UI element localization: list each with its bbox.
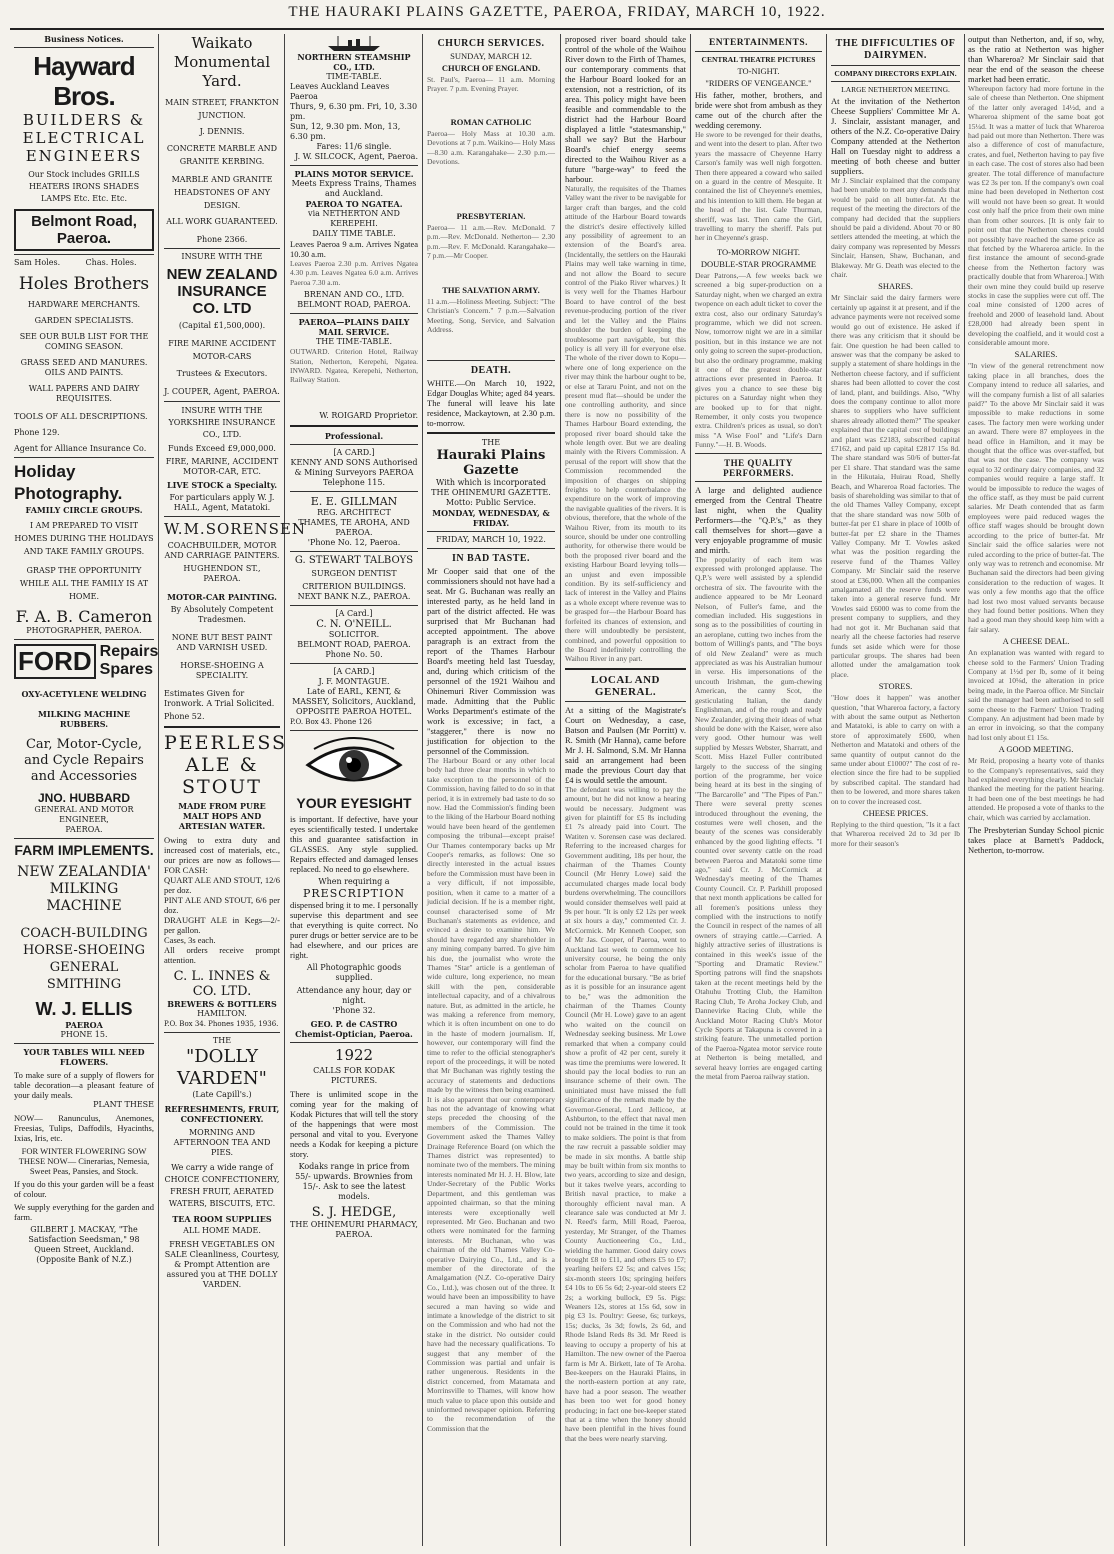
holes-phone: Phone 129. [14,428,60,437]
nz-ins-line: Trustees & Executors. [176,369,268,378]
ford-line: Car, Motor-Cycle, and Cycle Repairs and Accessories [24,737,144,784]
peerless-line: All orders receive prompt attention. [164,945,280,965]
gazette-line: MONDAY, WEDNESDAY, & FRIDAY. [432,508,550,528]
holes-agent: Agent for Alliance Insurance Co. [14,444,147,453]
dairymen-shares: SHARES. [878,281,913,292]
montague-line: [A CARD.] [333,667,375,677]
good-meeting-text: Mr Reid, proposing a hearty vote of thanks to the Company's representatives, said they had explained everything clearly. Mr Sinclair thanked the meeting for the patient hearing. It had been one of the best meetings he had attended. He proposed a vote of thanks to the chair, which was carried by acclamation. [968,756,1104,822]
entertainments-head: ENTERTAINMENTS. [708,38,809,48]
local-general-text: At a sitting of the Magistrate's Court on Wednesday, a case, Batson and Paulsen (Mr Porritt) v. R. Smith (Mr Hanna), came before Mr J. H. Salmond, S.M. Mr Hanna said an arrangement had been made the previous Court day that £4 is would settle the amount. [565,704,686,785]
photo-line: I AM PREPARED TO VISIT HOMES DURING THE HOLIDAYS AND TAKE FAMILY GROUPS. [14,521,154,556]
york-line: For particulars apply W. J. HALL, Agent, Matatoki. [169,493,275,512]
york-line: LIVE STOCK a Specialty. [166,480,278,490]
nz-ins-line: FIRE MARINE ACCIDENT MOTOR-CARS [168,339,276,361]
mail-line: THE TIME-TABLE. [315,337,393,347]
entertainments-double: DOUBLE-STAR PROGRAMME [700,258,817,269]
hayward-sub3: ENGINEERS [25,147,143,165]
dairymen-sub2: LARGE NETHERTON MEETING. [841,85,950,94]
holes-line: TOOLS OF ALL DESCRIPTIONS. [14,412,148,421]
mackay-text: PLANT THESE [93,1100,154,1109]
hayward-address: Belmont Road, Paeroa. [14,209,154,251]
photo-title: Holiday Photography. [14,462,123,503]
eyesight-prescription: PRESCRIPTION [302,887,406,901]
masthead-rule [10,28,1104,30]
mackay-text: We supply everything for the garden and farm. [14,1202,154,1222]
peerless-line: Owing to extra duty and increased cost of materials, etc., our prices are now as follows—FOR CASH: [164,835,280,875]
local-general-head: LOCAL AND GENERAL. [591,673,660,698]
column-4 [427,34,555,1546]
ship-line: Fares: 11/6 single. [316,142,392,151]
farm-title: FARM IMPLEMENTS. [14,842,154,858]
closing-notice: The Presbyterian Sunday School picnic takes place at Barnett's Paddock, Netherton, to-morrow. [968,825,1104,856]
holes-line: SEE OUR BULB LIST FOR THE COMING SEASON. [19,332,149,351]
dolly-line: TEA ROOM SUPPLIES [172,1214,272,1224]
sorensen-line: HUGHENDON ST., PAEROA. [183,564,261,583]
nz-ins-line: J. COUPER, Agent, PAEROA. [164,387,280,396]
holes-line: GARDEN SPECIALISTS. [34,316,134,325]
column-rule [158,34,159,1546]
gillman-line: THAMES, TE AROHA, AND PAEROA. [298,518,410,538]
church-presbyterian: PRESBYTERIAN. [456,211,526,221]
ford-logo: FORD [14,644,96,679]
gillman-line: REG. ARCHITECT [317,508,391,518]
gazette-title: Hauraki Plains Gazette [436,448,546,478]
cheese-continued-more: Whereupon factory had more fortune in the sale of cheese than Netherton. One shipment of the latter only averaged 14½d, and a Whareroa shipment of the same boat got 15¼d. It was a matter of luck that Whareroa had paid out more than Netherton. There was also a difference of cost of manufacture, crates, and fuel, Netherton having to pay five in each case. The cost of stores also had been greater. The total difference of manufacture was £2 3s per ton. If the company's own coal mine had been developed in Netherton cost will would not have been so great. It would cost only half the price from their own mine than from other sources. [It is only fair to point out that the Netherton cheeses could not possibly have reached the same price as that fetched by the Whareroa article. In the first instance the amount of second-grade cheese from the Netherton factory was practically double that from Whareroa.] With their own mine they could build up reserve stocks in case the supplies were cut off. The coal mine consisted of 1200 acres of freehold and 2000 of leasehold land. About £28,000 had already been spent in developing the coalfield, and it would cost a considerable amount more. [968,84,1104,347]
kenny-line: [A CARD.] [333,448,375,458]
quality-more: The popularity of each item was expressed with prolonged applause. The Q.P.'s were well assisted by a splendid orchestra of six. The favourite with the audience appeared to be Mr Leonard Nelson, of Fuller's fame, and the comedian included. His suggestions in song as to the possibilities of courting in an aeroplane, cutting two inches from the bottom of Willing's pants, and "The boys of old New Zealand" were as much appreciated as was his Australian humour in verse. His impersonations of the uncouth Irishman, the gum-chewing American, the canny Scot, the gesticulating Italian, the dandy Englishman, and of the rough and ready New Zealander, giving their ideas of what should be done with the Kaiser, were also very good. Other humour was well supplied by Messrs Webster, Sharratt, and Scott. Miss Hazel Fuller contributed largely to the success of the singing portion of the programme, her voice being heard at its best in the singing of "The Barcarolle" and "The Pipes of Pan." There were several pretty scenes introduced throughout the evening, the costumes were well chosen, and the beauty of the scenes was considerably enhanced by the good lighting effects. "I counted over seventy cattle on the road between Paeroa and Matatoki some time ago," said Cr. J. McCormick at Wednesday's meeting of the Thames County Council. Cr. P. Parkhill proposed that next month applications be called for all foremen's positions unless they complied with the instructions to notify the Council in respect of the names of all owners of straying cattle.—Carried. A highly attractive series of illustrations is contained in this week's issue of the "Sporting and Dramatic Review." Sporting patrons will find the snapshots taken at the recent meetings held by the Otahuhu Trotting Club, the Hamilton Racing Club, Te Aroha Jockey Club, and Dannevirke Racing Club, while the Auckland Motor Racing Club's Motor Cycle Sports at Takapuna is covered in a striking feature. The unmetalled portion of the Paeroa-Ngatea motor service route at Netherton is being metalled, and several heavy lorries are engaged carting the metal from Paeroa railway station. [695,554,822,1081]
innes-line: BREWERS & BOTTLERS [167,999,277,1009]
holes-names: Sam Holes. Chas. Holes. [14,258,137,267]
sorensen-line: HORSE-SHOEING A SPECIALITY. [180,661,264,680]
gillman-name: E. E. GILLMAN [310,495,398,509]
dairymen-sub: COMPANY DIRECTORS EXPLAIN. [834,69,957,78]
mail-head: PAEROA—PLAINS DAILY MAIL SERVICE. [298,317,410,338]
kenny-line: KENNY AND SONS Authorised & Mining Surveyors PAEROA [290,458,418,478]
oneill-name: C. N. O'NEILL. [316,619,392,631]
eyesight-text: All Photographic goods supplied. [306,963,402,983]
holes-line: HARDWARE MERCHANTS. [27,300,141,309]
kodak-line: CALLS FOR KODAK PICTURES. [313,1066,395,1086]
ellis-line: PAEROA [65,1020,103,1030]
dolly-title: "DOLLY VARDEN" [177,1046,267,1089]
oneill-line: BELMONT ROAD, PAEROA. [297,640,411,650]
cheese-deal-text: An explanation was wanted with regard to cheese sold to the Farmers' Union Trading Company at 1½d per lb, some of it being invoiced at 10⅛d, the alteration in price being made, in the Paeroa office. Mr Sinclair said the manager had been authorised to sell some cheese to the Farmers' Union Trading Company. An adjustment had been made by an error in invoicing, so that the company had lost only about £1 15s. [968,648,1104,742]
dairymen-more: Mr J. Sinclair explained that the company had been unable to meet any demands that would be paid on all butter-fat. At the request of the meeting the directors of the company had decided that the suppliers should be paid a dividend. About 70 or 80 settlers attended the meeting, at which the dairy company was represented by Messrs Sinclair, Hansen, Shaw, Buchanan, and Blakeway. Mr G. Death was elected to the chair. [831,176,960,280]
holes-line: GRASS SEED AND MANURES. OILS AND PAINTS. [20,358,148,377]
sorensen-phone: Phone 52. [164,712,205,721]
peerless-title: PEERLESS ALE & STOUT [164,732,288,798]
eye-illustration-icon [304,735,404,791]
mackay-text: If you do this your garden will be a feast of colour. [14,1179,154,1199]
entertainments-double-text: Dear Patrons,—A few weeks back we screened a big super-production on a Saturday night, when we charged an extra twopence on each adult ticket to cover the extra cost, also our ordinary Saturday's programme, which we did not screen. Now, tomorrow night we are in a similar position, but in this instance we are not only going to screen the super-production, but also the ordinary programme, making it one of the greatest double-star attractions ever presented in Paeroa. It gives you a chance to see these big pictures on a Saturday night when they are booked up to for that night. Remember, it only costs you twopence extra. Children's prices as usual, so don't miss "A Wise Fool" and "Life's Darn Funny."—H. B. Woods. [695,270,822,450]
church-england: CHURCH OF ENGLAND. [441,63,541,73]
talboys-line: SURGEON DENTIST [311,569,397,579]
hubbard-line: PAEROA. [65,825,103,834]
nz-ins-cap: (Capital £1,500,000). [178,321,266,330]
steamship-icon [324,34,384,52]
ship-head: NORTHERN STEAMSHIP CO., LTD. [297,52,411,72]
photo-name: F. A. B. Cameron [15,607,153,626]
peerless-line: QUART ALE AND STOUT, 12/6 per doz. [164,875,280,895]
dairymen-cheese: CHEESE PRICES. [862,808,929,818]
entertainments-tomorrow: TO-MORROW NIGHT. [716,246,801,257]
montague-line: P.O. Box 43. Phone 126 [290,718,372,727]
eyesight-text: is important. If defective, have your eyes scientifically tested. I undertake this and guarantee satisfaction in GLASSES. Any style supplied. Repairs effected and damaged lenses replaced. No need to go elsewhere. [290,814,418,875]
ford-line: MILKING MACHINE RUBBERS. [38,709,130,729]
motor-line: PAEROA TO NGATEA. [305,199,403,209]
peerless-line: DRAUGHT ALE in Kegs—2/- per gallon. [164,915,280,935]
hayward-stock: Our Stock includes GRILLS HEATERS IRONS SHADES LAMPS Etc. Etc. Etc. [28,170,140,203]
eyesight-title: YOUR EYESIGHT [296,795,412,812]
waikato-phone: Phone 2366. [196,235,248,244]
york-line: FIRE, MARINE, ACCIDENT MOTOR-CAR, ETC. [165,457,279,476]
church-salvation: THE SALVATION ARMY. [442,285,540,295]
sorensen-title: W.M.SORENSEN [164,520,306,538]
entertainments-tonight: TO-NIGHT. [737,66,780,76]
dolly-line: FRESH VEGETABLES ON SALE Cleanliness, Courtesy, & Prompt Attention are assured you at THE DOLLY VARDEN. [164,1240,280,1289]
gazette-date: FRIDAY, MARCH 10, 1922. [436,535,546,544]
church-head: CHURCH SERVICES. [437,38,545,49]
decastro-name: GEO. P. de CASTRO Chemist-Optician, Paeroa. [295,1019,413,1040]
column-rule [690,34,691,1546]
death-head: DEATH. [470,365,512,376]
church-sa-services: 11 a.m.—Holiness Meeting. Subject: "The Christian's Concern." 7 p.m.—Salvation Meeting, Song, Service, and Salvation Address. [427,297,555,335]
eyesight-text: Attendance any hour, day or night. [296,986,412,1006]
holes-line: WALL PAPERS AND DAIRY REQUISITES. [28,384,140,403]
motor-line: Leaves Paeroa 9 a.m. Arrives Ngatea 10.30 a.m. [290,239,418,259]
dolly-line: REFRESHMENTS, FRUIT, CONFECTIONERY. [164,1104,280,1124]
kodak-text: There is unlimited scope in the coming year for the making of Kodak Pictures that will tell the story of the happenings that were most personal and vital to you. Everyone needs a Kodak for keeping a picture story. [290,1089,418,1160]
column-5 [565,34,686,1546]
column-rule [560,34,561,1546]
dairymen-stores-text: "How does it happen" was another question, "that Whareroa factory, a factory with about the same output as Netherton and Matatoki, is able to carry on with a store of approximately £600, when Netherton and Matatoki and others of the same quantity of output cannot do the same under about £1000?" The cost of re-election since the fire had to be supplied by subscribed capital. The standard had then to be lowered, and more shares taken on to cover the increased cost. [831,693,960,806]
photo-line: FAMILY CIRCLE GROUPS. [25,505,143,515]
quality-head: THE QUALITY PERFORMERS. [723,457,794,478]
photo-sub: PHOTOGRAPHER, PAEROA. [26,626,142,635]
sorensen-line: Estimates Given for Ironwork. A Trial Solicited. [164,689,275,708]
column-rule [964,34,965,1546]
church-date: SUNDAY, MARCH 12. [450,51,532,61]
motor-line: Meets Express Trains, Thames and Auckland. [291,179,417,198]
oneill-phone: Phone No. 50. [325,650,383,660]
ellis-line: PHONE 15. [60,1030,108,1039]
peerless-line: PINT ALE AND STOUT, 6/6 per doz. [164,895,280,915]
mackay-text: NOW— Ranunculus, Anemones, Freesias, Tulips, Daffodils, Hyacinths, Ixias, Iris, etc. [14,1113,154,1143]
waikato-line: ALL WORK GUARANTEED. [166,217,278,226]
montague-line: Late of EARL, KENT, & MASSEY, Solicitors, Auckland, [292,687,416,707]
motor-line: BRENAN AND CO., LTD. BELMONT ROAD, PAEROA. [297,290,411,310]
gillman-phone: 'Phone No. 12, Paeroa. [307,538,401,548]
column-1 [14,34,159,1546]
cheese-deal-head: A CHEESE DEAL. [1002,636,1070,647]
peerless-line: MADE FROM PURE MALT HOPS AND ARTESIAN WATER. [178,801,266,831]
editorial-continued-more: Naturally, the requisites of the Thames Valley want the river to be navigable for larger craft than barges, and the cold attitude of the Harbour Board towards the district's desire effectively killed any possibility of agreement to an extension of the Board's area. (Incidentally, the settlers on the Hauraki Plains may well take warning in time, and not allow the Board to secure control of the Piako River wharves.) It is very well for the Thames Harbour Board to have control of the best revenue-producing portion of the river and let the Valley and the Plains shoulder the burden of keeping the troublesome part navigable, but this policy is all very ill for everyone else. The whole of the river down to Kopu—where one of long experience on the river may think the harbour ought to be, or else at Tararu Point, and not on the present mud flat—should be under the one controlling authority, and since there is now no possibility of the Thames Harbour Board extending, the proposed river board should take the whole length over. But we are dealing mainly with the Rivers Commission. A perusal of the report will show that the Commission recommended the imposition of charges on shipping freights to help counterbalance the expenditure on the work of improving the navigable qualities of the rivers. It is obvious, therefore, that the whole of the Waihou River, from its mouth to its source, should be under one controlling authority, for otherwise there would be both the proposed river board and the existing Harbour Board levying tolls—an unjust and even impossible condition. By its self-sufficiency and lack of interest in the Valley and Plains as a whole except where revenue was to be grasped for—the Harbour Board has forfeited its chances of extension, and there will undoubtedly be persistent, combined, and powerful opposition to the Board indefinitely controlling the Waihou River in any part. [565,184,686,664]
hedge-line: THE OHINEMURI PHARMACY, PAEROA. [290,1220,418,1240]
gazette-the: THE [481,438,501,447]
motor-line: DAILY TIME TABLE. [312,229,396,238]
motor-timetable-text: Leaves Paeroa 2.30 p.m. Arrives Ngatea 4.30 p.m. Leaves Ngatea 6.0 a.m. Arrives Paeroa 7.30 a.m. [290,259,418,287]
hayward-title: Hayward Bros. [33,51,135,111]
oneill-line: [A Card.] [335,609,373,619]
waikato-line: CONCRETE MARBLE AND GRANITE KERBING. [166,144,278,166]
holes-title: Holes Brothers [18,274,150,294]
ford-line: OXY-ACETYLENE WELDING [21,689,147,699]
kenny-line: Telephone 115. [322,478,386,488]
photo-line: GRASP THE OPPORTUNITY WHILE ALL THE FAMILY IS AT HOME. [19,566,149,601]
mackay-signature: GILBERT J. MACKAY, "The Satisfaction Seedsman," 98 Queen Street, Auckland. (Opposite Bank of N.Z.) [28,1225,140,1264]
waikato-line: J. DENNIS. [199,127,245,136]
talboys-line: CRITERION BUILDINGS. NEXT BANK N.Z., PAEROA. [297,582,411,602]
column-rule [284,34,285,1546]
mackay-text: To make sure of a supply of flowers for table decoration—a pleasant feature of your daily meals. [14,1070,154,1100]
dairymen-text: At the invitation of the Netherton Cheese Suppliers' Committee Mr A. J. Sinclair, assistant manager, and others of the N.Z. Co-operative Dairy Company attended at the Netherton Hall on Tuesday night to address a meeting of both cheese and butter suppliers. [831,96,960,176]
mackay-text: FOR WINTER FLOWERING SOW THESE NOW— Cinerarias, Nemesia, Sweet Peas, Pansies, and Stock. [18,1146,150,1176]
church-pres-services: Paeroa— 11 a.m.—Rev. McDonald. 7 p.m.—Rev. McDonald. Netherton— 2.30 p.m.—Rev. F. McDonald. Karangahake— 7 p.m.—Mr Cooper. [427,223,555,261]
ship-line: Sun, 12, 9.30 pm. Mon, 13, 6.30 pm. [290,122,401,141]
bad-taste-head: IN BAD TASTE. [451,553,531,564]
church-england-services: St. Paul's, Paeroa— 11 a.m. Morning Prayer. 7 p.m. Evening Prayer. [427,75,555,94]
entertainments-film: "RIDERS OF VENGEANCE." [705,78,812,88]
hayward-sub2: ELECTRICAL [22,129,146,147]
farm-line: NEW ZEALANDIA' MILKING MACHINE [17,864,151,914]
dolly-line: MORNING AND AFTERNOON TEA AND PIES. [173,1128,271,1157]
kodak-year: 1922 [334,1046,374,1065]
column-8 [968,34,1104,1546]
gazette-line: Motto: Public Service. [445,498,537,507]
column-6 [695,34,822,1546]
hedge-name: S. J. HEDGE, [311,1205,397,1221]
oneill-line: SOLICITOR. [328,630,380,640]
masthead: THE HAURAKI PLAINS GAZETTE, PAEROA, FRIDAY, MARCH 10, 1922. [288,4,826,20]
ellis-name: W. J. ELLIS [35,999,133,1019]
hubbard-line: GENERAL AND MOTOR ENGINEER, [34,805,134,824]
waikato-line: MAIN STREET, FRANKTON JUNCTION. [165,98,279,120]
local-general-more: The defendant was willing to pay the amount, but he did not know a hearing would be necessary. Judgment was given for plaintiff for £5 8s including £1 7s already paid into Court. The Watiten v. Sorensen case was declared. Referring to the increased charges for Government auditing, 18s per hour, the chairman of the Thames County Council (Mr Henry Lowe) said the accumulated charges made local body burdens overwhelming. The councillors would consider themselves well paid at 9s per hour. "It is only £2 12s per week at six hours a day," commented Cr. J. McCormick. Mr Kenneth Cooper, son of Mr Jas. Cooper, of Paeroa, went to Auckland last week to commence his university course, he being the only scholar from Paeroa to have qualified for the educational bursary. "Be as brief as it is possible for an insurance agent to be," was the admonition the chairman of the Thames County Council (Mr H. Lowe) gave to an agent who waited on the council on Wednesday seeking business. Mr Lowe remarked that when a company could show a profit of 42 per cent, surely it was time the premiums were lowered. It should pay the local bodies to run an insurance scheme of their own. The uninitiated must have missed the full significance of the remark made by the Governor-General, Lord Jellicoe, at Ashburton, to the effect that naval men could not be trained in the time it took to make soldiers. The point is that from the raw recruit a passable soldier may be made in six months. A battle ship may be built within from six months to two years, according to size and design, but it takes twelve years, according to British naval practice, to make a thoroughly efficient naval man. A clearance sale was conducted at Mr J. N. Reed's farm, Mill Road, Paeroa, yesterday, Mr Stranger, of the Thames County Auctioneering Co., Ltd., wielding the hammer. Good dairy cows brought £8 to £11, and others £5 to £7; yearling heifers £2 5s; and calves 15s; six-month steers 10s; springing heifers £4 10s to £6 5s 6d; 2-year-old steers £2 2s; a working bullock, £9 5s. Pigs: Weaners 12s, stores at 15s 6d, sow in pig £3 1s. Poultry: Geese, 6s; turkeys, 15s; ducks, 3s 3d; fowls, 2s 6d, and Rhode Island Reds 8s 3d. Mr Reed is leaving to occupy a property of his at Hamilton. The new owner of the Paeroa farm is Mr A. Birkett, late of Te Aroha. Bee-keepers on the Hauraki Plains, in the north-eastern portion at any rate, have had a poor season. The weather has been too wet for good honey producing; in fact one bee-keeper stated that at a time when the honey should have been plentiful in the hives found that the bees were nearly starving. [565,784,686,1443]
york-line: INSURE WITH THE YORKSHIRE INSURANCE CO., LTD. [168,406,276,439]
ship-timetable: TIME-TABLE. [326,72,382,81]
gazette-line: With which is incorporated THE OHINEMURI GAZETTE. [431,478,551,497]
column-2 [164,34,306,1546]
eyesight-text: When requiring a [318,877,390,887]
entertainments-text: His father, mother, brothers, and bride were shot from ambush as they came out of the church after the wedding ceremony. [695,90,822,130]
ford-spares: Spares [99,661,154,678]
mail-timetable: OUTWARD. Criterion Hotel, Railway Station, Netherton, Kerepehi, Ngatea. INWARD. Ngatea, Kerepehi, Netherton, Railway Station. [290,347,418,385]
dolly-the: THE [212,1036,232,1045]
column-3 [290,34,418,1546]
cheese-continued: output than Netherton, and, if so, why, as the ratio at Netherton was higher than Whareroa? Mr Sinclair said that near the end of the season the cheese market had been erratic. [968,34,1104,84]
column-rule [422,34,423,1546]
death-text: WHITE.—On March 10, 1922, Edgar Douglas White; aged 84 years. The funeral will leave his late residence, Mackaytown, at 2.30 p.m. to-morrow. [427,378,555,428]
eyesight-phone: 'Phone 32. [332,1006,376,1016]
sorensen-line: By Absolutely Competent Tradesmen. [170,605,274,624]
montague-name: J. F. MONTAGUE. [318,677,390,687]
ship-line: Leaves Auckland Leaves Paeroa [290,82,390,101]
column-7 [831,34,960,1546]
ship-line: J. W. SILCOCK, Agent, Paeroa. [295,152,418,161]
innes-line: HAMILTON. [197,1009,247,1018]
motor-line: via NETHERTON AND KEREPEHI. [308,209,400,228]
waikato-line: MARBLE AND GRANITE HEADSTONES OF ANY DESIGN. [171,175,273,210]
nz-ins-line: INSURE WITH THE [181,252,263,261]
sorensen-line: MOTOR-CAR PAINTING. [167,592,277,602]
bad-taste-text: Mr Cooper said that one of the commissioners should not have had a seat. Mr G. Buchanan was really an interested party, as he held land in part of the district affected. He was surprised that Mr Buchanan had accepted appointment. The above paragraph is an extract from the report of the Thames Harbour Board's meeting held last Tuesday, and, during which criticism of the personnel of the 1921 Waihou and Ohinemuri River Commission was made. Admitting that the Public Works Department's estimate of the work is excessive; in fact, a "staggerer," there is now no justification for objection to the personnel of the Commission. [427,566,555,756]
church-rc-services: Paeroa— Holy Mass at 10.30 a.m. Devotions at 7 p.m. Waikino— Holy Mass—8.30 a.m. Karangahake— 2.30 p.m.—Devotions. [427,129,556,167]
eyesight-text: dispensed bring it to me. I personally supervise this department and see that everything is quite correct. No purer drugs or better service are to be had elsewhere, and our prices are right. [290,900,418,961]
dolly-line: (Late Capill's.) [192,1090,252,1099]
peerless-line: Cases, 3s each. [164,935,216,945]
ford-repairs: Repairs [99,643,159,660]
salaries-text: "In view of the general retrenchment now taking place in all branches, does the Company intend to reduce all salaries, and will the company furnish a list of all salaries paid?" To the above Mr Sinclair said it was impossible to make reductions in some cases. The factory men were working under an award. There were 87 employees in the head office in Hamilton, and it may be thought that the office was over-staffed, but that was not the case. The company was equal to 32 ordinary dairy companies, and 32 companies would require a large staff. It would be impossible to reduce the wages of the office staff, as they must be paid current salaries. Mr Death contended that as farm employees were paid reduced wages the office staff wages should be brought down according to the price of butter-fat. Mr Sinclair said the office salaries were not ruled according to the price of butter-fat. The only way was to retrench and economise. Mr Buchanan said the directors had been giving consideration to the reduction of wages. It was only a few months ago that the office had lost two most valued servants because they had found better positions. When they had a good man they should keep him with a fair salary. [968,361,1104,634]
mackay-head: YOUR TABLES WILL NEED FLOWERS. [23,1047,145,1067]
ship-line: Thurs, 9, 6.30 pm. Fri, 10, 3.30 pm. [290,102,418,121]
hubbard-name: JNO. HUBBARD [37,791,130,805]
innes-line: P.O. Box 34. Phones 1935, 1936. [164,1020,279,1028]
entertainments-more: He swore to be revenged for their deaths, and went into the desert to plan. After two years the massacre of Cheyenne Harry Carson's family was well nigh forgotten. Then there appeared a coward who sailed on a guard in the centre of Mesquite. It contained the list of Cheyenne's enemies, and his intention to kill them. He began at the head of the list. Gale Thurman, sheriff, was last. Then came the Girl, travelling to marry the sheriff. Pals put her in Cheyenne's grasp. [695,130,822,243]
motor-head: PLAINS MOTOR SERVICE. [294,169,414,179]
mail-line: W. ROIGARD Proprietor. [319,411,418,421]
york-line: Funds Exceed £9,000,000. [168,444,276,453]
dairymen-cheese-text: Replying to the third question, "Is it a fact that Whareroa received 2d to 3d per lb more for their season's [831,820,960,848]
editorial-continued: proposed river board should take control of the whole of the Waihou River down to the Firth of Thames, our contemporary comments that the Harbour Board looked for an extension, not a restriction, of its area. This policy might have been feasible and commendable to the district had the Harbour Board displayed a little "statesmanship," shall we say? But the Harbour Board's chief energy seems directed to the Waihou River as a future "barge-way" to feed the harbour. [565,34,686,184]
nz-ins-title: NEW ZEALAND INSURANCE CO. LTD [166,266,278,317]
farm-line: COACH-BUILDING HORSE-SHOEING GENERAL SMITHING [20,926,148,992]
good-meeting-head: A GOOD MEETING. [998,744,1074,755]
dolly-line: We carry a wide range of CHOICE CONFECTIONERY, FRESH FRUIT, AERATED WATERS, BISCUITS, ETC. [164,1163,280,1208]
dairymen-shares-text: Mr Sinclair said the dairy farmers were certainly up against it at present, and if the advance payments were not received some would go out of existence. He asked if there was any criticism that it should be fair. One question he had been called to answer was that the company be asked to supply a statement of share holdings in the Netherton cheese factory, and if sufficient shares had been allotted to cover the cost of land, plant, and buildings. Also, "Why does the company continue to allot more shares to suppliers who have sufficient shares already allotted them?" The speaker explained that the capital cost of buildings and plant was £2183, subscribed capital £7162, and paid up capital £2817 15s 8d. The share standard was 50/6 of butter-fat per £1 share. That standard was the same in the Hikutaia, Huirau Road, Shelly Beach, and Whareroa Road factories. The basis of shareholding was similar to that of the old Thames Valley Company, except that the share standard was now 50lb of butter-fat per £1 share in place of 100lb of butter-fat per £2 share in the Thames Valley Company. Mr T. Vowles asked what was the position regarding the reserve fund of the Thames Valley Company. Mr Sinclair said the reserve stood at £36,000. When all the companies amalgamated all the reserve funds were taken into a general reserve fund. Mr Vowles said £6000 was to come from the present company to suppliers, and they had not got it. Mr Buchanan said that nearly all the cheese factories had reserve funds set aside which were for those particular groups. The shares had been allotted under the amalgamation took place. [831,293,960,679]
hayward-sub1: BUILDERS & [22,111,146,129]
bad-taste-continued: The Harbour Board or any other local body had three clear months in which to take exception to the personnel of the Commission, having failed to do so in that period, it is in extremely bad taste to do so now. Had the Commission's finding been to the liking of the Harbour Board nothing would have been heard of the gentlemen composing the tribunal—except praise! Our Thames contemporary backs up Mr Cooper's remarks, as follows: One so directly interested in the actual issues before the Commission must have been in a very difficult, if not impossible, position, when it came to a matter of a judicial decision. If he is a member right, counsel characterised some of Mr Buchanan's statements as evidence, and evinced a desire to examine him. We should have regarded any shareholder in any mining company barred. To give him his due, the journalist who wrote the Thames "Star" article is a gentleman of wide culture, long experience, no mean skill with the pen, considerable intellectual capacity, and of a chivalrous nature. But, as admitted in the article, he was making a reference from memory, which it is often incumbent on one to do in the haste of modern journalism. If, however, our contemporary will find the time to refer to the official stenographer's report of the proceedings, it will be noted that Mr Buchanan was rightly testing the accuracy of statements and deductions made by the witness then being examined. It is also apparent that our contemporary has not the advantage of knowing what steps preceded the choosing of the members of the Commission. The Government asked the Thames Valley Drainage Reference Board (on which the Thames district was represented) to nominate two of the members. The mining interests nominated Mr H. J. H. Blow, late Under-Secretary of the Public Works Department, and this gentleman was appointed chairman, so that the mining interests were exceptionally well represented. Mr Geo. Buchanan and two others were nominated for the farming interests. Mr Buchanan, who was chairman of the old Thames Valley Co-operative Dairying Co., Ltd., and is a member of the directorate of the Amalgamation (N.Z. Co-operative Dairy Co., Ltd.), was chosen out of the three. It would have been an impossibility to have secured a man having so wide and intimate a knowledge of the district to sit on the Commission and who had not the stake in the district. No outsider could have had the necessary qualifications. To suggest that any member of the Commission was partial and unfair is rather ungenerous. Residents in the district concerned, from Matamata and Morrinsville to Thames, will know how much value to place upon this outside and uninformed newspaper opinion. Referring to the recommendation of the Commission that the [427,756,555,1433]
talboys-name: G. STEWART TALBOYS [294,555,414,567]
montague-line: OPPOSITE PAEROA HOTEL. [296,707,412,717]
entertainments-sub: CENTRAL THEATRE PICTURES [701,55,816,64]
quality-text: A large and delighted audience emerged from the Central Theatre last night, when the Quality Performers—the "Q.P.'s," as they call themselves for short—gave a very enjoyable programme of music and mirth. [695,484,822,555]
column-rule [826,34,827,1546]
dairymen-stores: STORES. [878,681,913,692]
section-label: Business Notices. [44,34,124,44]
sorensen-line: COACHBUILDER, MOTOR AND CARRIAGE PAINTERS. [164,541,280,560]
sorensen-line: NONE BUT BEST PAINT AND VARNISH USED. [171,633,273,652]
dolly-line: ALL HOME MADE. [183,1226,261,1235]
innes-name: C. L. INNES & CO. LTD. [173,969,271,999]
professional-label: Professional. [324,431,384,442]
dairymen-head: THE DIFFICULTIES OF DAIRYMEN. [835,38,956,61]
waikato-title: Waikato Monumental Yard. [173,34,271,90]
church-rc: ROMAN CATHOLIC [450,117,532,127]
salaries-head: SALARIES. [1014,349,1058,360]
kodak-text: Kodaks range in price from 55/- upwards. Brownies from 15/-. Ask to see the latest models. [295,1162,413,1202]
